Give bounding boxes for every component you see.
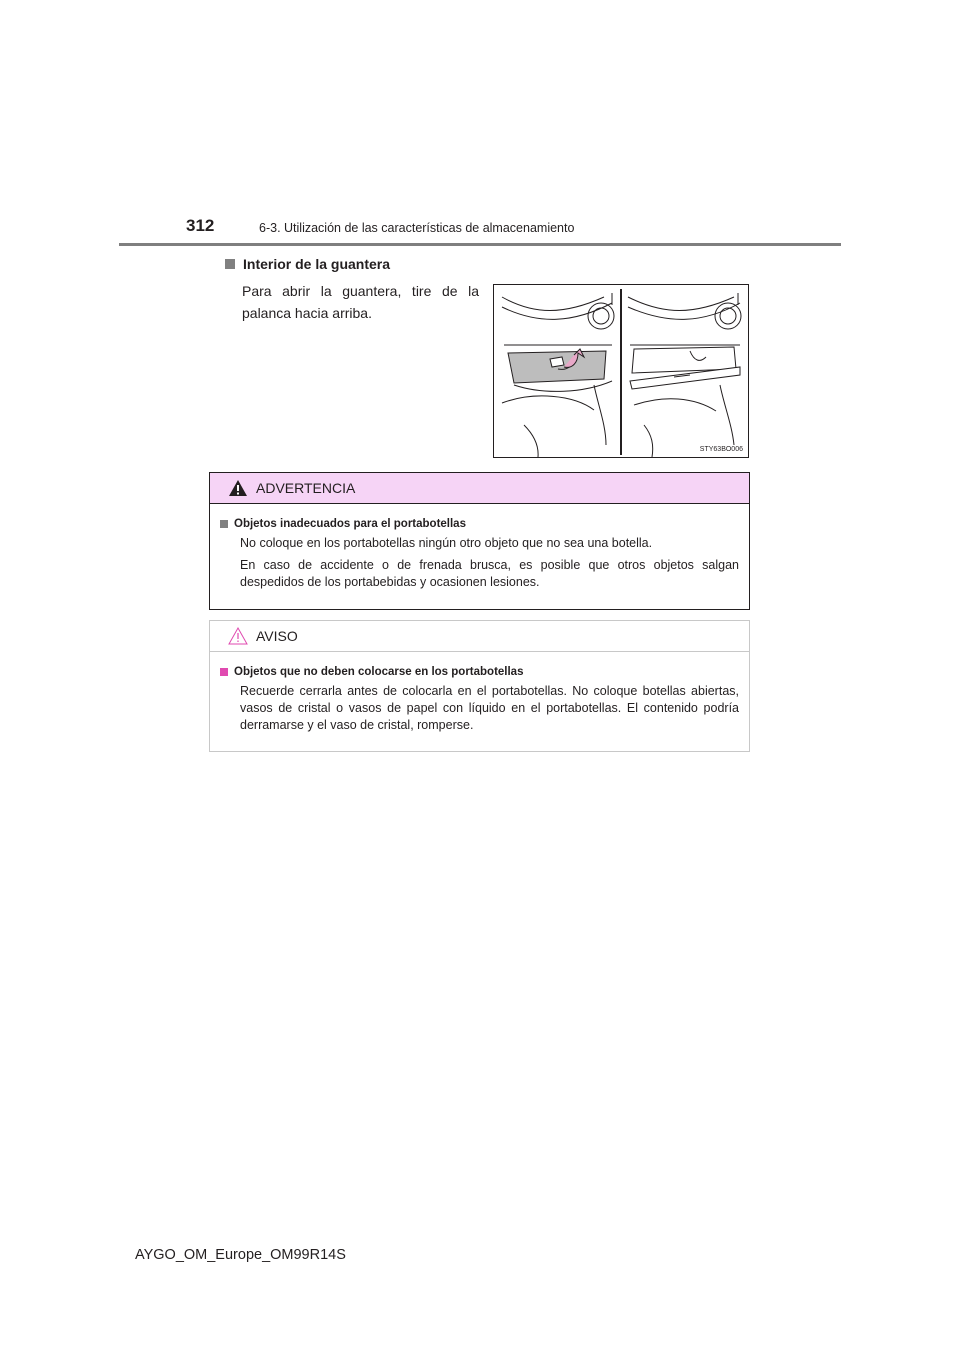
notice-box [209, 620, 750, 752]
warning-triangle-icon [228, 479, 248, 497]
footer-doc-id: AYGO_OM_Europe_OM99R14S [135, 1247, 346, 1263]
warning-title: ADVERTENCIA [256, 480, 356, 496]
warning-box [209, 472, 750, 610]
glovebox-illustration [493, 284, 749, 458]
warning-paragraph: No coloque en los portabotellas ningún otro objeto que no sea una botella. [240, 536, 653, 550]
glovebox-drawing [494, 285, 748, 457]
warning-header [210, 473, 749, 504]
section-heading-text: Interior de la guantera [243, 256, 391, 272]
notice-header [210, 621, 749, 652]
square-bullet-icon [225, 259, 235, 269]
square-bullet-icon [220, 668, 228, 676]
notice-title: AVISO [256, 628, 298, 644]
chapter-title: 6-3. Utilización de las características de almacenamiento [259, 221, 575, 235]
header-divider [119, 243, 841, 246]
warning-item-title [220, 518, 739, 530]
figure-code: STY63BO006 [699, 446, 743, 453]
caution-triangle-icon [228, 627, 248, 645]
section-heading [225, 256, 390, 272]
section-body-text: Para abrir la guantera, tire de la palanca hacia arriba. [242, 283, 479, 321]
square-bullet-icon [220, 520, 228, 528]
notice-item-title-text: Objetos que no deben colocarse en los portabotellas [234, 666, 524, 678]
notice-paragraph: Recuerde cerrarla antes de colocarla en el portabotellas. No coloque botellas abiertas, vasos de cristal o vasos de papel con líquido en el portabotellas. El contenido podría derramarse y el vaso de cristal, romperse. [240, 684, 739, 732]
warning-paragraph: En caso de accidente o de frenada brusca, es posible que otros objetos salgan despedidos de los portabebidas y ocasionen lesiones. [240, 558, 739, 589]
page-number: 312 [186, 216, 215, 235]
warning-item-title-text: Objetos inadecuados para el portabotellas [234, 518, 466, 530]
notice-item-title [220, 666, 739, 678]
